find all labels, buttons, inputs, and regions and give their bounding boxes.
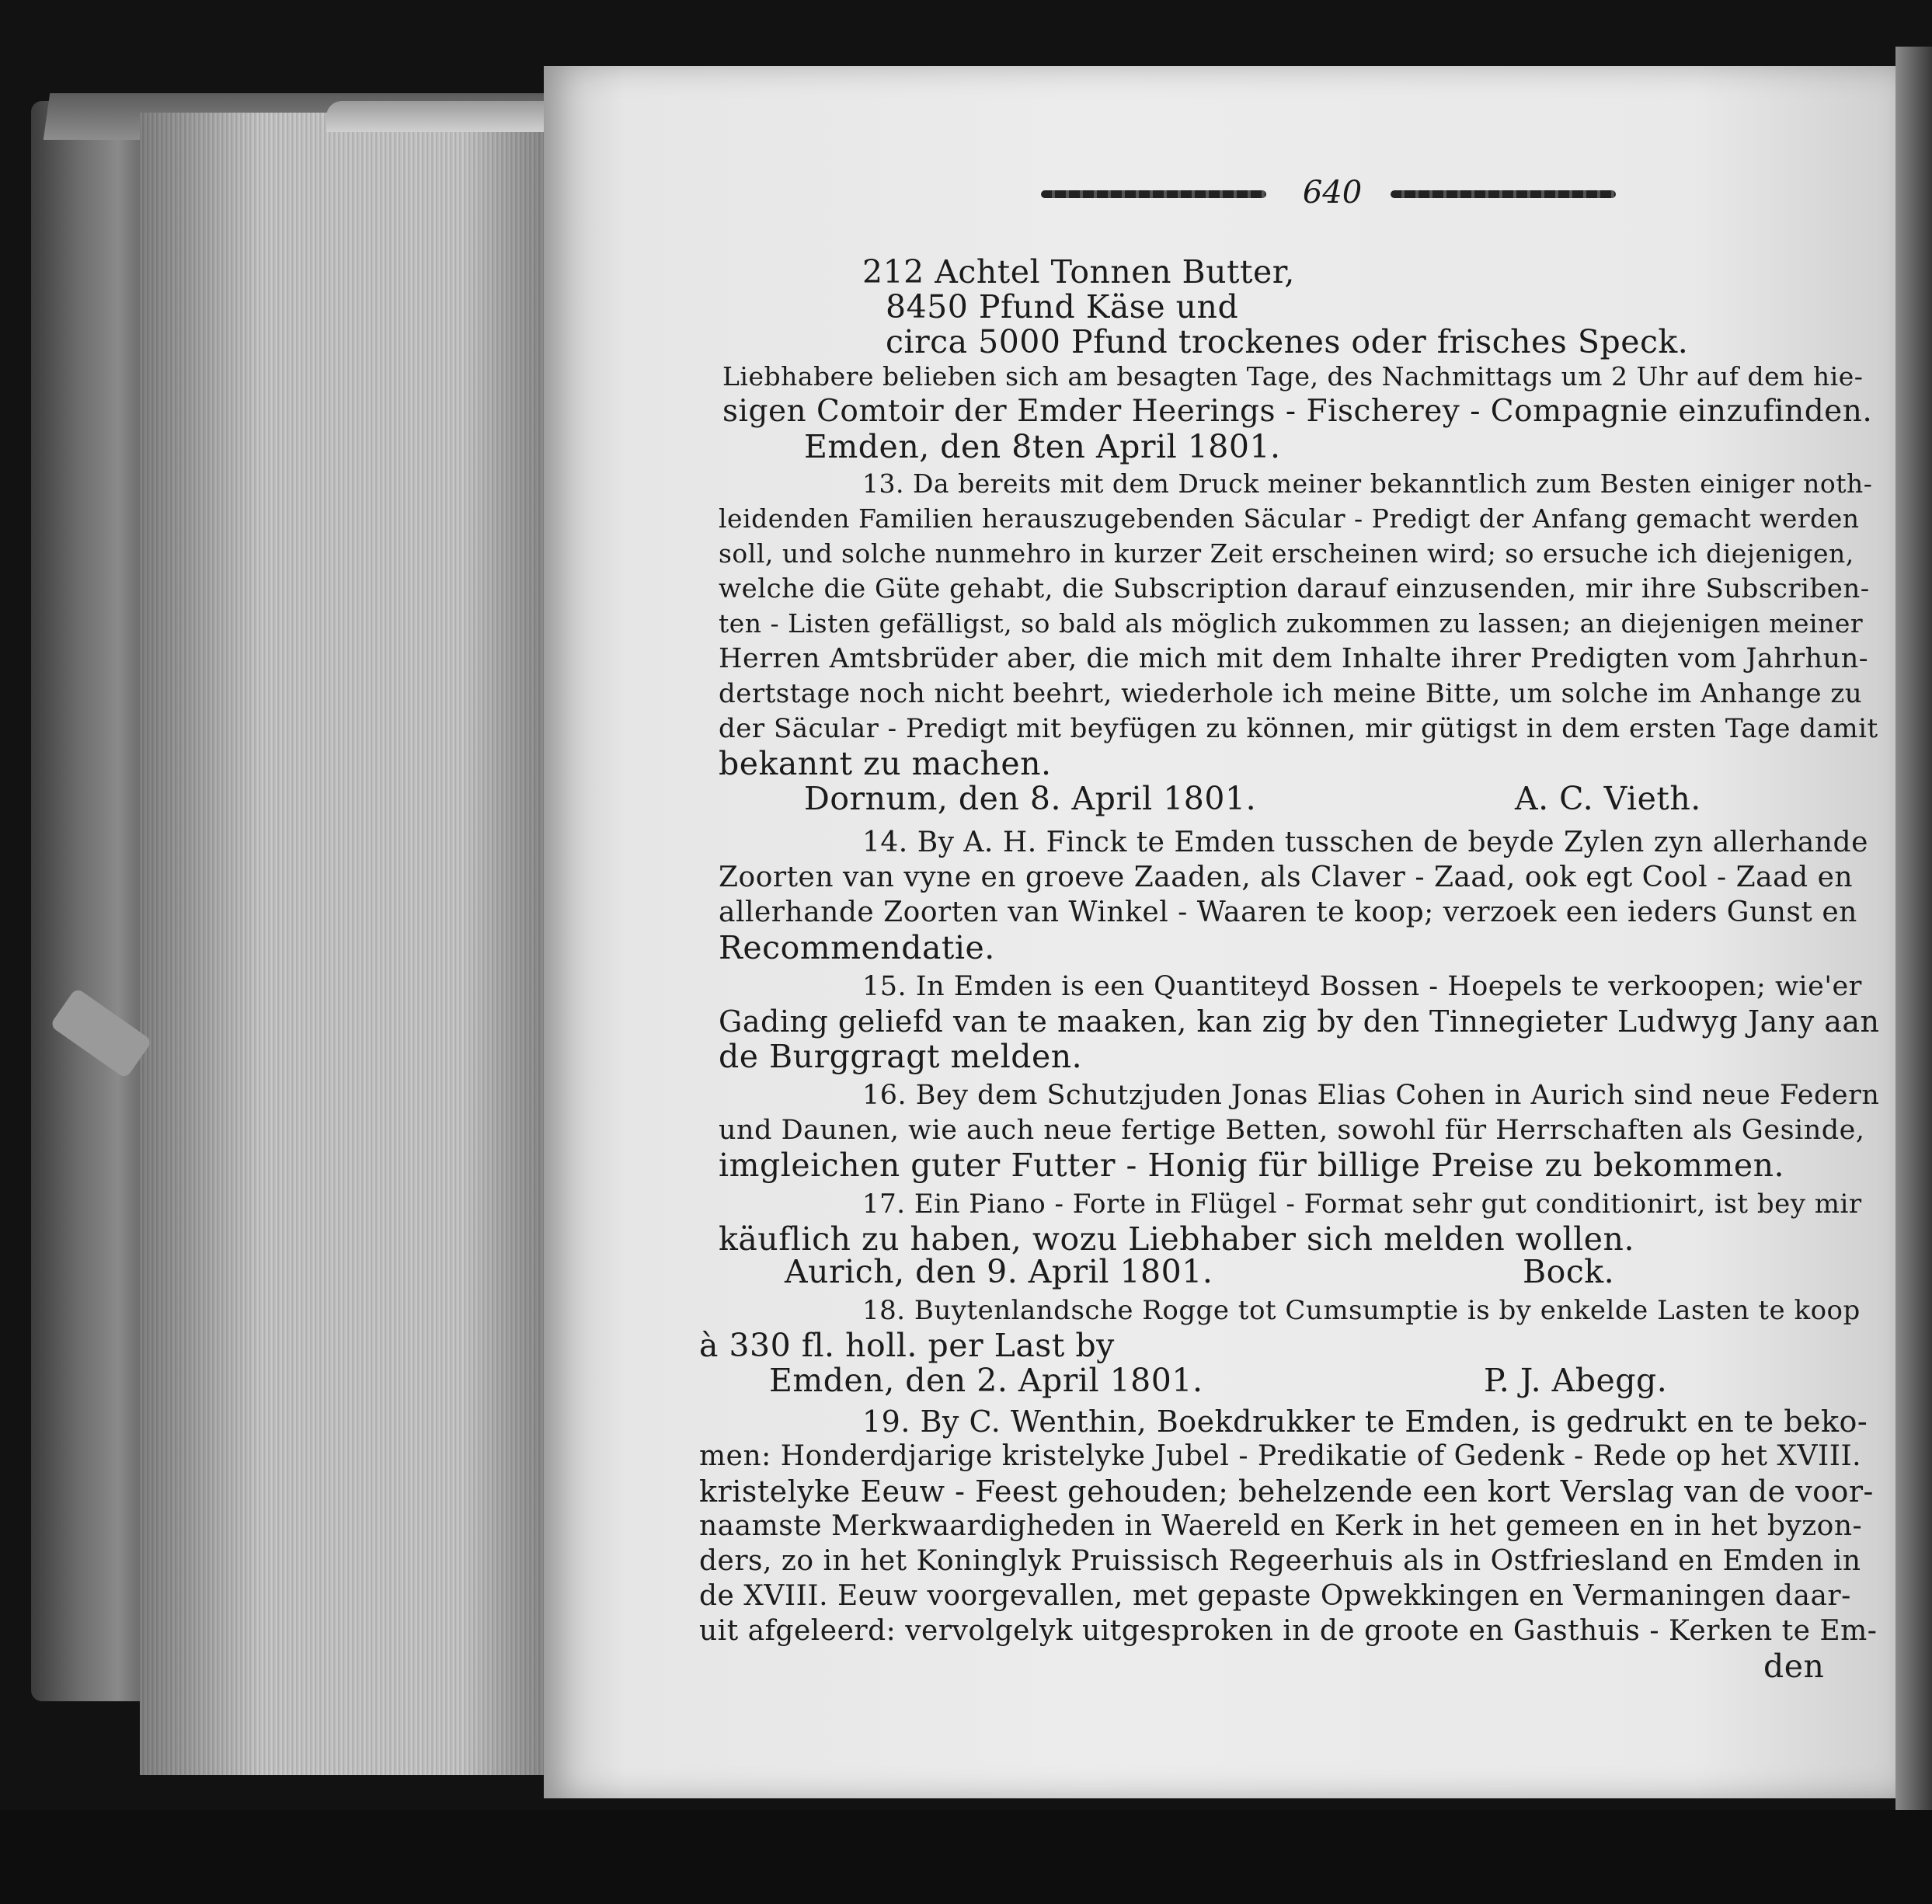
text-line: 16. Bey dem Schutzjuden Jonas Elias Cohen in Aurich sind neue Federn <box>862 1080 1880 1111</box>
signature-place-date: Emden, den 2. April 1801. <box>769 1362 1203 1399</box>
text-line: bekannt zu machen. <box>719 745 1052 782</box>
text-line: 8450 Pfund Käse und <box>886 288 1239 325</box>
page-number: 640 <box>1302 175 1363 211</box>
text-line: men: Honderdjarige kristelyke Jubel - Predikatie of Gedenk - Rede op het XVIII. <box>699 1440 1862 1472</box>
text-line: soll, und solche nunmehro in kurzer Zeit erscheinen wird; so ersuche ich diejenigen, <box>719 538 1854 569</box>
text-line: käuflich zu haben, wozu Liebhaber sich melden wollen. <box>719 1220 1634 1258</box>
signature-name: A. C. Vieth. <box>1515 780 1701 817</box>
text-line: de Burggragt melden. <box>719 1038 1083 1075</box>
catchword: den <box>1763 1648 1825 1685</box>
text-line: de XVIII. Eeuw voorgevallen, met gepaste Opwekkingen en Vermaningen daar- <box>699 1580 1851 1612</box>
signature-place-date: Aurich, den 9. April 1801. <box>785 1253 1213 1290</box>
ornament-rule-left <box>1041 190 1266 198</box>
text-line: und Daunen, wie auch neue fertige Betten, sowohl für Herrschaften als Gesinde, <box>719 1115 1865 1146</box>
text-line: imgleichen guter Futter - Honig für billige Preise zu bekommen. <box>719 1147 1785 1184</box>
text-line: 13. Da bereits mit dem Druck meiner bekanntlich zum Besten einiger noth- <box>862 468 1873 499</box>
text-line: Recommendatie. <box>719 929 995 966</box>
text-line: 15. In Emden is een Quantiteyd Bossen - Hoepels te verkoopen; wie'er <box>862 971 1862 1002</box>
text-line: dertstage noch nicht beehrt, wiederhole ich meine Bitte, um solche im Anhange zu <box>719 678 1863 709</box>
book-cover-right <box>1895 47 1932 1810</box>
book-cover-left <box>31 101 155 1701</box>
date-line: Emden, den 8ten April 1801. <box>804 428 1281 465</box>
signature-name: Bock. <box>1523 1253 1615 1290</box>
text-line: welche die Güte gehabt, die Subscription darauf einzusenden, mir ihre Subscriben- <box>719 573 1870 604</box>
text-line: Zoorten van vyne en groeve Zaaden, als Claver - Zaad, ook egt Cool - Zaad en <box>719 861 1854 893</box>
page-edges <box>140 113 548 1775</box>
text-line: 18. Buytenlandsche Rogge tot Cumsumptie is by enkelde Lasten te koop <box>862 1295 1861 1326</box>
text-line: kristelyke Eeuw - Feest gehouden; behelzende een kort Verslag van de voor- <box>699 1474 1874 1509</box>
text-line: 17. Ein Piano - Forte in Flügel - Format sehr gut conditionirt, ist bey mir <box>862 1189 1862 1220</box>
text-line: 14. By A. H. Finck te Emden tusschen de beyde Zylen zyn allerhande <box>862 827 1868 858</box>
ornament-rule-right <box>1391 190 1616 198</box>
signature-name: P. J. Abegg. <box>1484 1362 1668 1399</box>
text-line: Liebhabere belieben sich am besagten Tage, des Nachmittags um 2 Uhr auf dem hie- <box>722 361 1864 392</box>
text-line: 212 Achtel Tonnen Butter, <box>862 253 1295 291</box>
text-line: à 330 fl. holl. per Last by <box>699 1327 1115 1364</box>
signature-place-date: Dornum, den 8. April 1801. <box>804 780 1257 817</box>
page-edges-top <box>326 101 575 132</box>
text-line: circa 5000 Pfund trockenes oder frisches Speck. <box>886 323 1689 360</box>
text-line: ders, zo in het Koninglyk Pruissisch Regeerhuis als in Ostfriesland en Emden in <box>699 1545 1861 1577</box>
text-line: sigen Comtoir der Emder Heerings - Fischerey - Compagnie einzufinden. <box>722 394 1873 429</box>
text-line: Herren Amtsbrüder aber, die mich mit dem Inhalte ihrer Predigten vom Jahrhun- <box>719 643 1869 674</box>
text-line: allerhande Zoorten van Winkel - Waaren te koop; verzoek een ieders Gunst en <box>719 896 1857 928</box>
background-bottom <box>0 1810 1932 1904</box>
text-line: leidenden Familien herauszugebenden Säcular - Predigt der Anfang gemacht werden <box>719 503 1860 534</box>
text-line: naamste Merkwaardigheden in Waereld en Kerk in het gemeen en in het byzon- <box>699 1510 1863 1542</box>
text-line: 19. By C. Wenthin, Boekdrukker te Emden, is gedrukt en te beko- <box>862 1405 1868 1439</box>
text-line: Gading geliefd van te maaken, kan zig by den Tinnegieter Ludwyg Jany aan <box>719 1004 1880 1039</box>
text-line: der Säcular - Predigt mit beyfügen zu können, mir gütigst in dem ersten Tage damit <box>719 713 1878 744</box>
page-header <box>1041 175 1616 211</box>
text-line: uit afgeleerd: vervolgelyk uitgesproken in de groote en Gasthuis - Kerken te Em- <box>699 1615 1878 1647</box>
text-line: ten - Listen gefälligst, so bald als möglich zukommen zu lassen; an diejenigen meiner <box>719 608 1864 639</box>
